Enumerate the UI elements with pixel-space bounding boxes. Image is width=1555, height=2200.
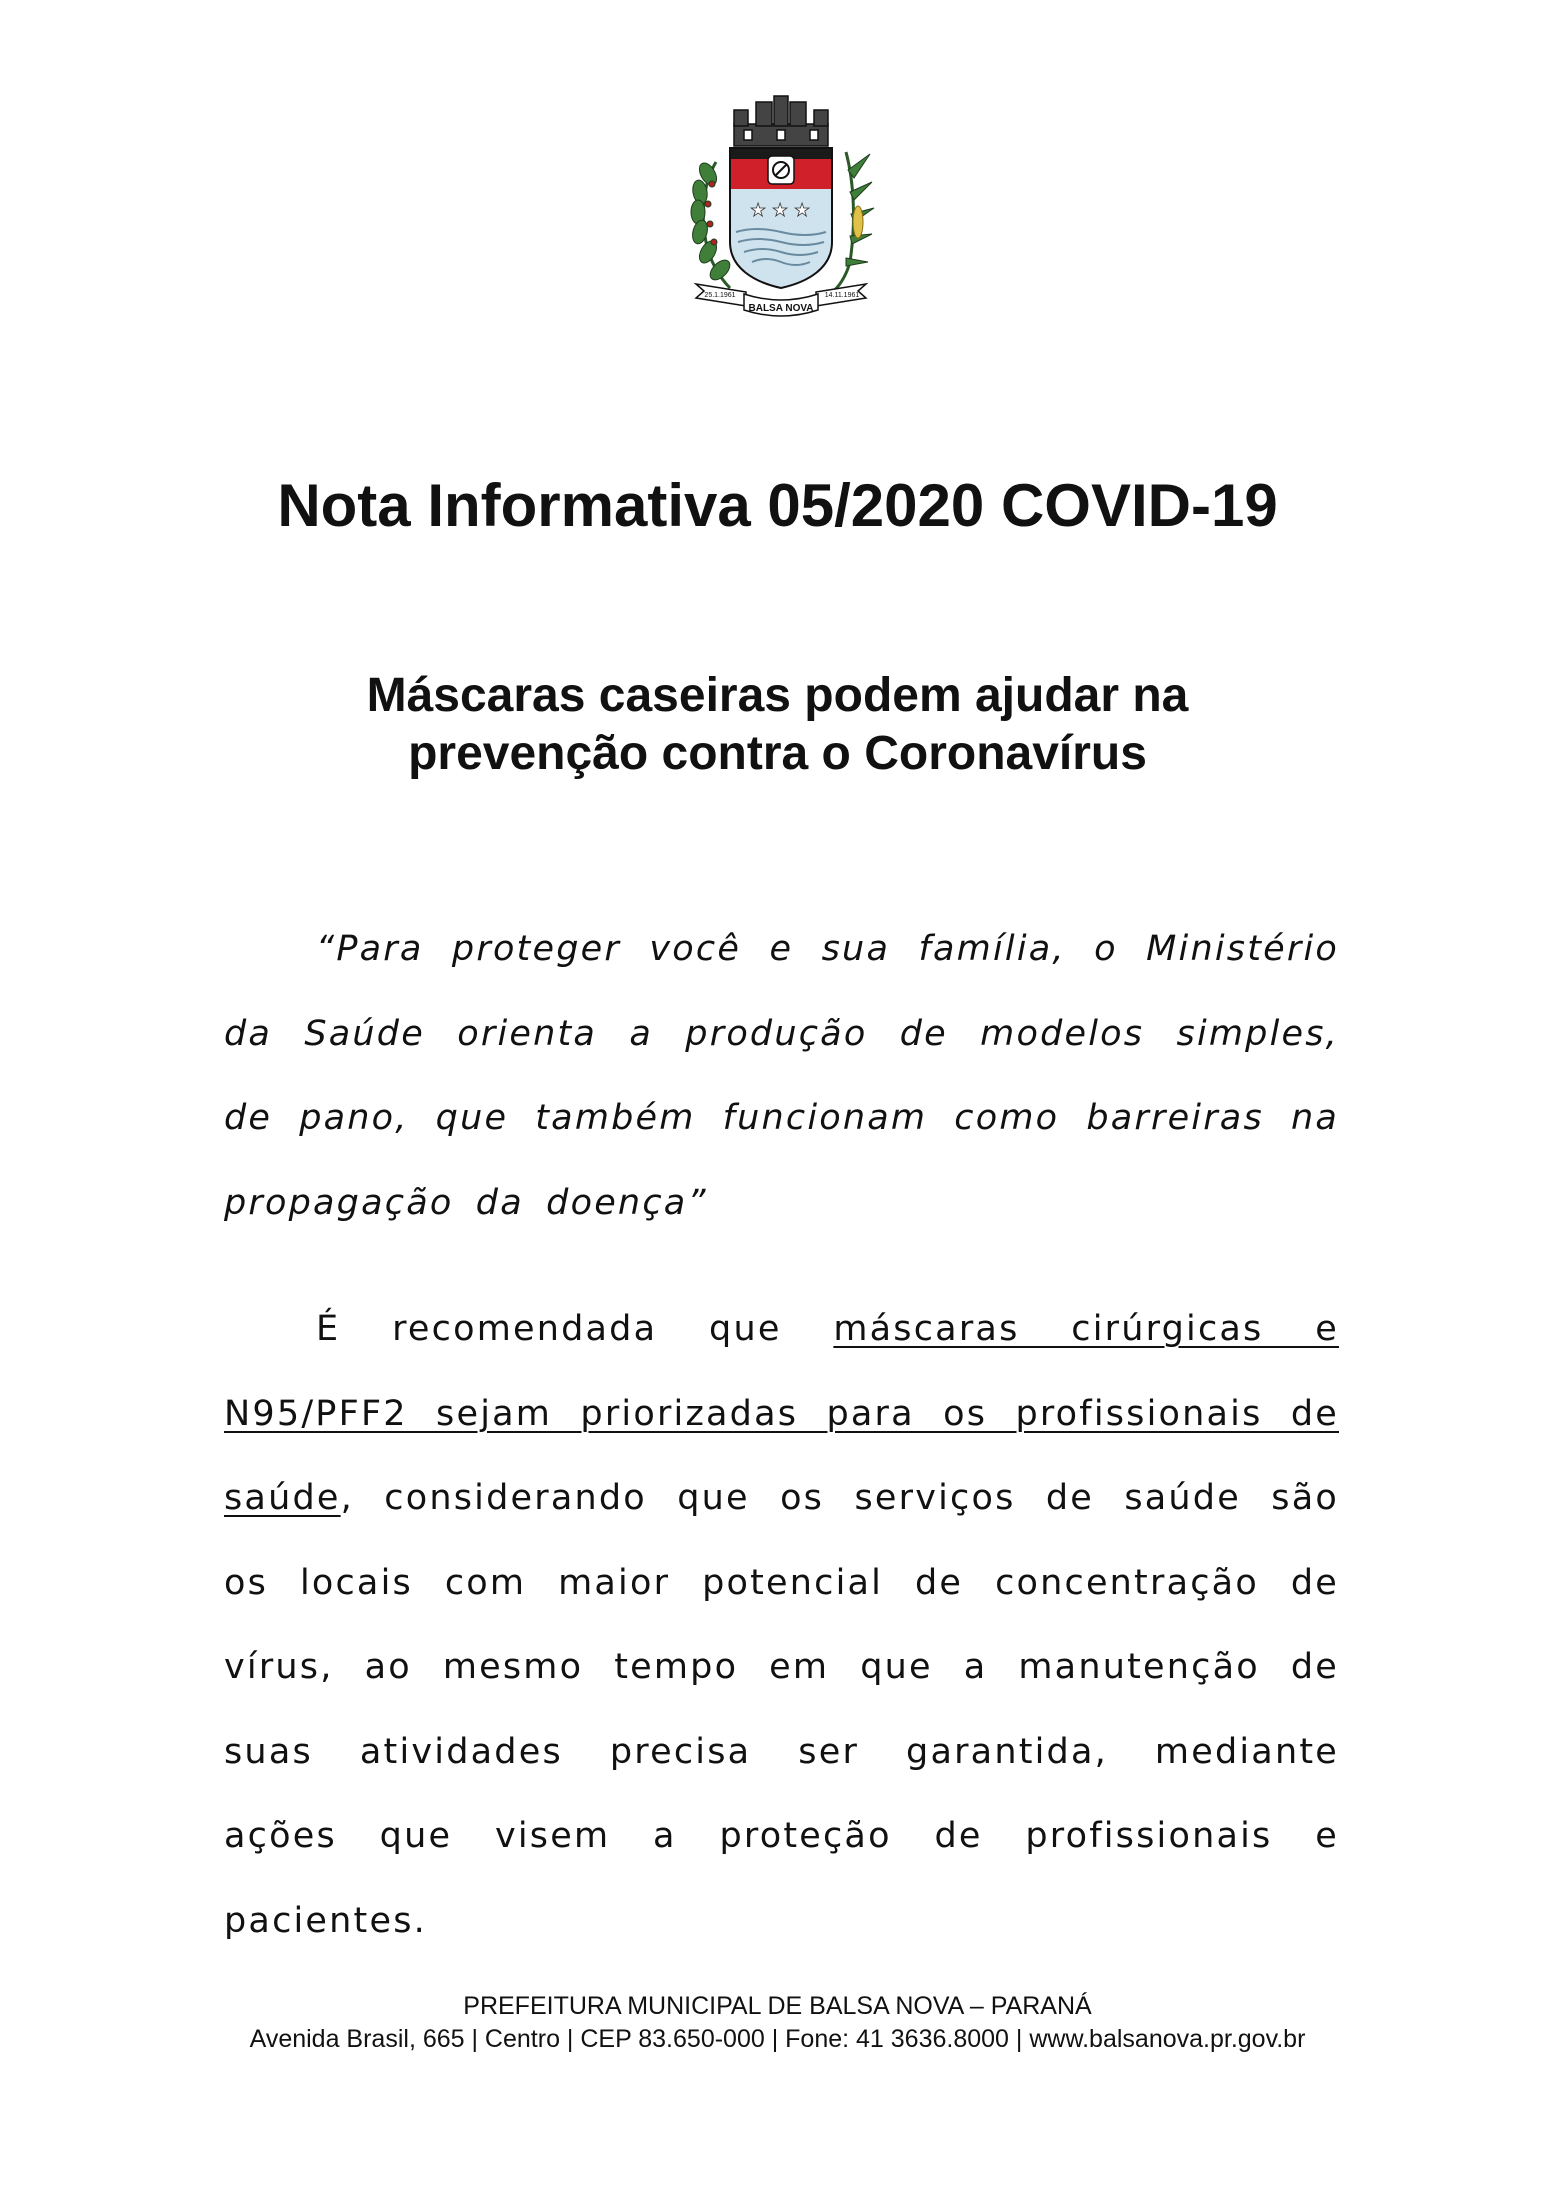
mural-crown-icon: [734, 96, 828, 146]
crest-name-text: BALSA NOVA: [748, 303, 814, 314]
document-title: Nota Informativa 05/2020 COVID-19: [277, 472, 1278, 539]
footer-address: Avenida Brasil, 665 | Centro | CEP 83.650-000 | Fone: 41 3636.8000 | www.balsanova.pr.gov.br: [249, 2025, 1306, 2053]
document-subtitle: [0, 667, 1555, 783]
paragraph-underlined-text: máscaras cirúrgicas e N95/PFF2 sejam priorizadas para os profissionais de saúde: [224, 1309, 1339, 1518]
paragraph-lead: É recomendada que: [316, 1309, 834, 1349]
recommendation-paragraph: [224, 1287, 1339, 1963]
ministry-quote-paragraph: “Para proteger você e sua família, o Ministério da Saúde orienta a produção de modelos simples, de pano, que também funcionam como barreiras na propagação da doença”: [224, 929, 1339, 1223]
coffee-branch-icon: [690, 160, 733, 288]
footer-organization: PREFEITURA MUNICIPAL DE BALSA NOVA – PARANÁ: [463, 1992, 1092, 2020]
corn-plant-icon: [832, 152, 874, 292]
crest-right-date: 14.11.1961: [824, 292, 860, 299]
municipal-coat-of-arms: [686, 92, 876, 324]
shield-icon: [730, 148, 832, 288]
svg-text:★: ★: [772, 200, 789, 221]
page-footer: [0, 1990, 1555, 2056]
paragraph-rest: , considerando que os serviços de saúde são os locais com maior potencial de concentração de vírus, ao mesmo tempo em que a manutenção de suas atividades precisa ser garantida, mediante ações que visem a proteção de profissionais e pacientes.: [224, 1478, 1339, 1941]
svg-text:★: ★: [794, 200, 811, 221]
subtitle-line-2: prevenção contra o Coronavírus: [408, 727, 1147, 780]
crest-left-date: 25.1.1961: [704, 292, 736, 299]
subtitle-line-1: Máscaras caseiras podem ajudar na: [366, 669, 1189, 722]
svg-text:★: ★: [750, 200, 767, 221]
